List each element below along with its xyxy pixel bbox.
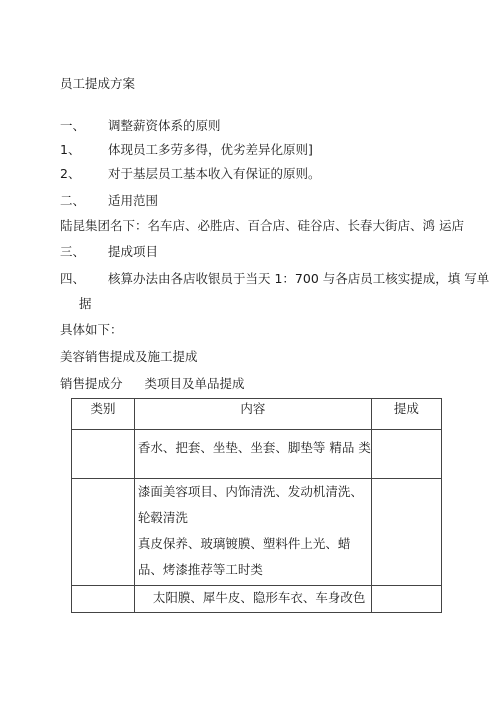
table-row [72,479,442,586]
table-row [72,586,442,613]
section-4-heading [60,271,489,287]
section-2-heading [60,193,158,209]
category-cell [72,430,135,479]
principle-1 [60,142,313,158]
section-number: 1、 [60,142,81,157]
sales-heading-left: 销售提成分 [60,376,123,391]
section-text: 提成项目 [108,244,159,259]
section-number: 2、 [60,166,81,181]
header-category: 类别 [72,399,135,430]
section-number: 四、 [60,271,86,286]
content-line: 品、烤漆推荐等工时类 [137,562,263,577]
section-number: 三、 [60,244,86,259]
content-line: 真皮保养、玻璃镀膜、塑料件上光、蜡 [137,536,351,551]
content-line: 轮毂清洗 [137,510,188,525]
content-cell [134,586,371,613]
section-text: 核算办法由各店收银员于当天 1：700 与各店员工核实提成，填 写单 [108,271,490,286]
header-content: 内容 [134,399,371,430]
section-text: 体现员工多劳多得，优劣差异化原则] [108,142,313,157]
header-commission: 提成 [371,399,441,430]
commission-cell [371,479,441,586]
principle-2 [60,166,321,182]
document-title: 员工提成方案 [60,76,136,91]
commission-cell [371,586,441,613]
section-text: 调整薪资体系的原则 [108,118,221,133]
section-1-heading [60,118,221,134]
section-number: 一、 [60,118,86,133]
section-text: 适用范围 [108,193,159,208]
content-line: 漆面美容项目、内饰清洗、发动机清洗、 [137,484,363,499]
category-cell [72,479,135,586]
section-text: 对于基层员工基本收入有保证的原则。 [108,166,321,181]
content-cell [134,430,371,479]
table-header-row [72,399,442,430]
beauty-heading: 美容销售提成及施工提成 [60,349,198,364]
section-4-continuation: 据 [79,296,92,311]
commission-cell [371,430,441,479]
category-cell [72,586,135,613]
section-number: 二、 [60,193,86,208]
scope-line: 陆昆集团名下：名车店、必胜店、百合店、硅谷店、长春大街店、鸿 运店 [60,218,464,233]
content-cell [134,479,371,586]
section-3-heading [60,244,158,260]
table-row [72,430,442,479]
sales-heading-right: 类项目及单品提成 [144,376,245,391]
sales-heading [60,376,245,392]
details-intro: 具体如下： [60,322,123,337]
commission-table [71,398,442,613]
content-line: 香水、把套、坐垫、坐套、脚垫等 精品 类 [137,440,371,455]
content-line: 太阳膜、犀牛皮、隐形车衣、车身改色 [152,590,366,605]
